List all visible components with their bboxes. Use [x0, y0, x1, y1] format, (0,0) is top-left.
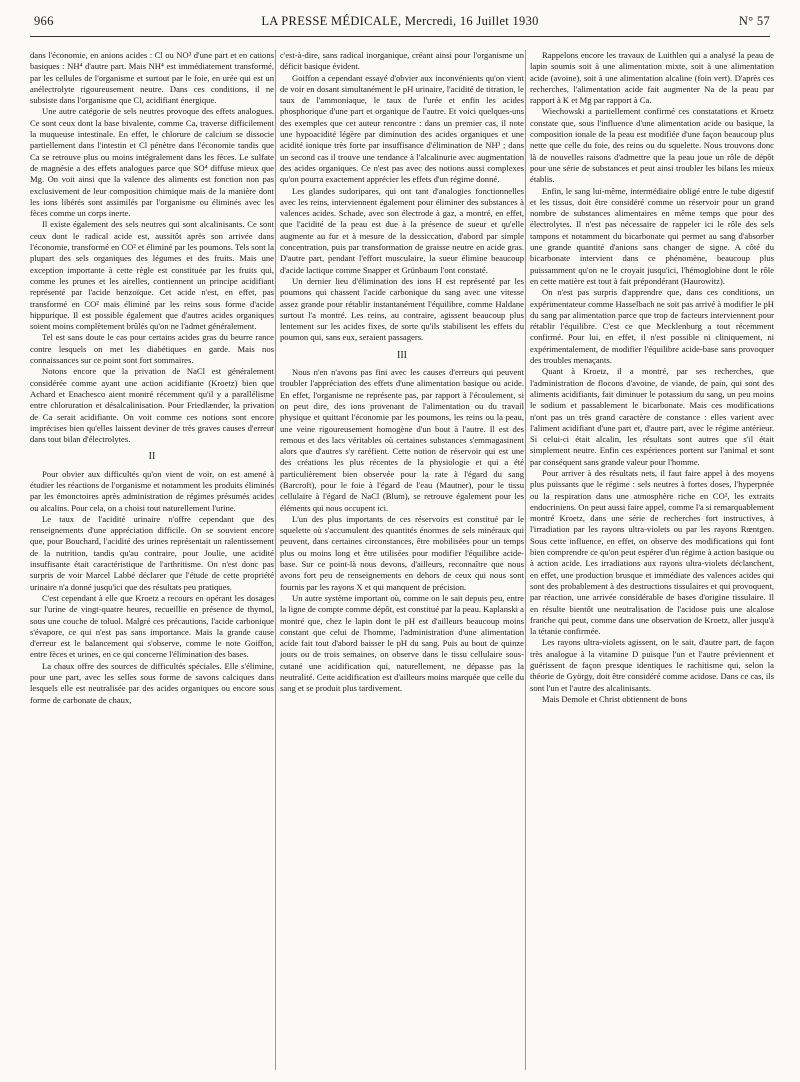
paragraph: Un autre système important où, comme on le sait depuis peu, entre la ligne de compte comme dépôt, est constitué par la peau. Kaplanski a montré que, chez le lapin dont le pH est d'ailleurs beaucoup moins constant que celui de l'homme, l'administration d'une alimentation acide fait tout d'abord baisser le pH du sang. Puis au bout de quinze jours ou de trois semaines, on observe dans le tissu cellulaire sous-cutané une acidification qui, naturellement, ne dépasse pas la neutralité. Cette acidification est d'ailleurs moins marquée que celle du sang et se produit plus tardivement.: [280, 592, 524, 694]
paragraph: La chaux offre des sources de difficultés spéciales. Elle s'élimine, pour une part, avec les selles sous forme de savons calciques dans lesquels elle est neutralisée par des acides organiques ou encore sous forme de carbonate de chaux,: [30, 660, 274, 705]
column-divider: [275, 50, 276, 1070]
paragraph: Tel est sans doute le cas pour certains acides gras du beurre rance contre lesquels on met les diabétiques en garde. Mais nos connaissances sur ce point sont fort sommaires.: [30, 332, 274, 366]
paragraph: dans l'économie, en anions acides : Cl ou NO³ d'une part et en cations basiques : NH⁴ d'autre part. Mais NH⁴ est immédiatement transformé, par les cellules de l'organisme et surtout par le foie, en urée qui est un anélectrolyte rigoureusement neutre. Dans ces conditions, il ne subsiste dans l'organisme que Cl, acidifiant énergique.: [30, 50, 274, 106]
paragraph: On n'est pas surpris d'apprendre que, dans ces conditions, un expérimentateur comme Hasselbach ne soit pas arrivé à modifier le pH du sang par alimentation parce que trop de facteurs interviennent pour rétablir l'équilibre. C'est ce que Mecklenburg a tout récemment confirmé. Pour lui, en effet, il n'est possible ni cliniquement, ni expérimentalement, de modifier l'équilibre acide-base sans provoquer des troubles menaçants.: [530, 287, 774, 366]
page-header: [0, 14, 800, 36]
column-1: [30, 50, 274, 1072]
paragraph: Goiffon a cependant essayé d'obvier aux inconvénients qu'on vient de voir en dosant simultanément le pH urinaire, l'acidité de titration, le taux de l'ammoniaque, le taux de l'urée et enfin les acides phosphorique d'une part et organique de l'autre. Et voici quelques-uns des exemples que cet auteur rencontre : dans un premier cas, il note une hypoacidité légère par diminution des acides organiques et une acidité ionique très forte par insuffisance d'élimination de NH³ ; dans un second cas il trouve une tendance à l'alcalinurie avec augmentation des acides organiques. Ce n'est pas avec des notions aussi complexes qu'on pourra exactement apprécier les effets d'un régime donné.: [280, 72, 524, 185]
paragraph: Il existe également des sels neutres qui sont alcalinisants. Ce sont ceux dont le radical acide est, aussitôt après son arrivée dans l'économie, transformé en CO² et éliminé par les poumons. Tels sont la plupart des sels organiques des légumes et des fruits. Mais une exception importante à cette règle est constituée par les fruits qui, comme les prunes et les airelles, contiennent un principe acidifiant représenté par l'acide benzoïque. Cet acide n'est, en effet, pas transformé en CO² mais éliminé par les reins sous forme d'acide hippurique. Il est possible également que d'autres acides organiques soient moins complètement brûlés qu'on ne l'admet généralement.: [30, 219, 274, 332]
paragraph: Enfin, le sang lui-même, intermédiaire obligé entre le tube digestif et les tissus, doit être considéré comme un réservoir pour un grand nombre de substances alimentaires en même temps que pour des électrolytes. Il n'est pas nécessaire de rappeler ici le rôle des sels tampons et notamment du bicarbonate qui permet au sang d'absorber une grande quantité d'anions sans changer de signe. A côté du bicarbonate intervient dans ce phénomène, beaucoup plus puissamment qu'on ne le croyait jusqu'ici, l'hémoglobine dont le rôle en cette matière est tout à fait prépondérant (Haurowitz).: [530, 185, 774, 286]
paragraph: Pour arriver à des résultats nets, il faut faire appel à des moyens plus puissants que le régime : sels neutres à fortes doses, l'hyperpnée ou la respiration dans une atmosphère riche en CO², les extraits endocriniens. On peut aussi faire appel, comme l'a si remarquablement montré Kroetz, dans une série de recherches fort instructives, à l'irradiation par les rayons ultra-violets ou par les rayons Rœntgen. Sous cette influence, en effet, on observe des modifications qui font bien comprendre ce qu'on peut espérer d'un régime à action basique ou à action acide. Les irradiations aux rayons ultra-violets déclanchent, en effet, une production brusque et immédiate des valences acides qui sont des probablement à des destructions tissulaires et qui provoquent, par réaction, une arrivée considérable de bases d'origine tissulaire. Il en résulte bientôt une neutralisation de l'acidose puis une alcalose franche qui peut, comme dans une observation de Kroetz, aller jusqu'à la tétanie confirmée.: [530, 467, 774, 637]
paragraph: Rappelons encore les travaux de Luithlen qui a analysé la peau de lapin soumis soit à une alimentation mixte, soit à une alimentation acide (avoine), soit à une alimentation alcaline (foin vert). D'après ces recherches, l'alimentation acide fait augmenter Na de la peau par rapport à K et Mg par rapport à Ca.: [530, 50, 774, 106]
paragraph: Mais Demole et Christ obtiennent de bons: [542, 693, 688, 704]
header-rule: [30, 36, 770, 37]
section-heading-ii: II: [148, 451, 156, 463]
paragraph: Un dernier lieu d'élimination des ions H est représenté par les poumons qui chassent l'acide carbonique du sang avec une vitesse assez grande pour rétablir instantanément l'équilibre, comme Haldane surtout l'a montré. Les reins, au contraire, agissent beaucoup plus lentement sur les acides fixes, de sorte qu'ils stabilisent les effets du poumon qui, sans eux, seraient passagers.: [280, 275, 524, 343]
paragraph: Les glandes sudoripares, qui ont tant d'analogies fonctionnelles avec les reins, interviennent également pour éliminer des substances à valences acides. Schade, avec son électrode à gaz, a montré, en effet, que l'acidité de la peau est due à la présence de sueur et qu'elle augmente au fur et à mesure de la dessiccation, d'abord par simple concentration, puis par transformation de graisse neutre en acide gras. D'autre part, pendant l'effort musculaire, la sueur élimine beaucoup d'acide lactique comme Snapper et Grünbaum l'ont constaté.: [280, 185, 524, 275]
paragraph: C'est cependant à elle que Kroetz a recours en opérant les dosages sur l'urine de vingt-quatre heures, recueillie en présence de thymol, sous une couche de toluol. Malgré ces précautions, l'acide carbonique s'évapore, ce qui n'est pas sans importance. Mais la grande cause d'erreur est le balancement qui s'observe, comme le note Goiffon, entre fèces et urines, en ce qui concerne l'élimination des bases.: [30, 592, 274, 660]
paragraph: Wiechowski a partiellement confirmé ces constatations et Kroetz constate que, sous l'influence d'une alimentation acide ou basique, la composition ionale de la peau est modifiée d'une façon beaucoup plus nette que celle du foie, des reins ou du squelette. Nous trouvons donc là de nouvelles raisons d'admettre que la peau joue un rôle de dépôt pour une série de substances et peut ainsi troubler les bilans les mieux établis.: [530, 106, 774, 185]
paragraph: Quant à Kroetz, il a montré, par ses recherches, que l'administration de flocons d'avoine, de viande, de pain, qui sont des aliments acidifiants, fait diminuer le potassium du sang, un peu moins le sodium et passablement le bicarbonate. Mais ces modifications n'ont pas un très grand caractère de constance : elles varient avec l'aliment acidifiant d'une part et, d'autre part, avec le régime antérieur. Si celui-ci était alcalin, les résultats sont autres que s'il était simplement neutre. Enfin ces expériences portent sur l'animal et sont par conséquent sans grande valeur pour l'homme.: [530, 366, 774, 467]
page-number: 966: [34, 14, 54, 28]
issue-number: N° 57: [738, 14, 770, 28]
column-2: [280, 50, 524, 1072]
column-divider: [525, 50, 526, 1070]
paragraph: c'est-à-dire, sans radical inorganique, créant ainsi pour l'organisme un déficit basique évident.: [280, 50, 524, 72]
paragraph: Notons encore que la privation de NaCl est généralement considérée comme ayant une action acidifiante (Kroetz) bien que Achard et Enachesco aient montré récemment qu'il y a parallélisme entre chloruration et désalcalinisation. Pour Friedlænder, la privation de Ca serait acidifiante. On voit comme ces notions sont encore imprécises bien qu'elles laissent deviner de très graves causes d'erreur dans tout bilan d'électrolytes.: [30, 366, 274, 445]
paragraph: L'un des plus importants de ces réservoirs est constitué par le squelette où s'accumulent des quantités énormes de sels minéraux qui peuvent, dans certaines circonstances, être mobilisées pour un temps plus ou moins long et être utilisées pour modifier l'équilibre acide-base. Sur ce point-là nous devons, d'ailleurs, reconnaître que nous avons fort peu de renseignements en dehors de ceux qui nous sont fournis par les rayons X et qui manquent de précision.: [280, 513, 524, 592]
running-title: LA PRESSE MÉDICALE, Mercredi, 16 Juillet 1930: [261, 14, 539, 28]
paragraph: Une autre catégorie de sels neutres provoque des effets analogues. Ce sont ceux dont la base bivalente, comme Ca, traverse difficilement la muqueuse intestinale. En effet, le chlorure de calcium se dissocie partiellement dans l'intestin et Cl pénètre dans l'économie tandis que Ca se retrouve plus ou moins intégralement dans les fèces. Le sulfate de magnésie a des effets analogues parce que SO⁴ diffuse mieux que Mg. On voit ainsi que la valence des aliments est fonction non pas exclusivement de leur composition chimique mais de la manière dont les ions libérés sont assimilés par l'organisme ou éliminés avec les fèces comme un corps inerte.: [30, 106, 274, 219]
paragraph: Pour obvier aux difficultés qu'on vient de voir, on est amené à étudier les réactions de l'organisme et notamment les produits éliminés par les émonctoires après administration de régimes présumés acides ou alcalins. Pour cela, on a choisi tout naturellement l'urine.: [30, 468, 274, 513]
section-heading-iii: III: [397, 349, 407, 361]
paragraph: Nous n'en n'avons pas fini avec les causes d'erreurs qui peuvent troubler l'appréciation des effets d'une alimentation basique ou acide. En effet, l'organisme ne représente pas, par rapport à l'écoulement, si on peut dire, des ions provenant de l'alimentation ou du travail physique et quittant l'économie par les poumons, les reins ou la peau, une veine rigoureusement homogène d'un bout à l'autre. Il est des remous et des lacs véritables où certaines substances s'emmagasinent alors que d'autres s'y raréfient. Cette notion de réservoir qui est une des créations les plus récentes de la physiologie et qui a été particulièrement bien observée pour la rate à l'égard du sang (Barcroft), pour le foie à l'égard de l'eau (Mautner), pour le tissu cellulaire à l'égard de NaCl (Blum), se retrouve également pour les éléments qui nous occupent ici.: [280, 367, 524, 513]
column-3: [530, 50, 774, 1072]
paragraph: Le taux de l'acidité urinaire n'offre cependant que des renseignements d'une appréciation difficile. On se souvient encore que, pour Bouchard, l'acidité des urines représentait un ralentissement de la nutrition, tandis qu'au contraire, pour Joulie, une acidité insuffisante était caractéristique de l'arthritisme. On n'est donc pas surpris de voir Marcel Labbé déclarer que l'étude de cette propriété urinaire n'a donné jusqu'ici que des résultats peu pratiques.: [30, 513, 274, 592]
paragraph: Les rayons ultra-violets agissent, on le sait, d'autre part, de façon très analogue à la vitamine D puisque l'un et l'autre préviennent et guérissent de façon presque identiques le rachitisme qui, selon la théorie de György, doit être considéré comme acidose. Dans ce cas, ils sont l'un et l'autre des alcalinisants.: [530, 637, 774, 693]
